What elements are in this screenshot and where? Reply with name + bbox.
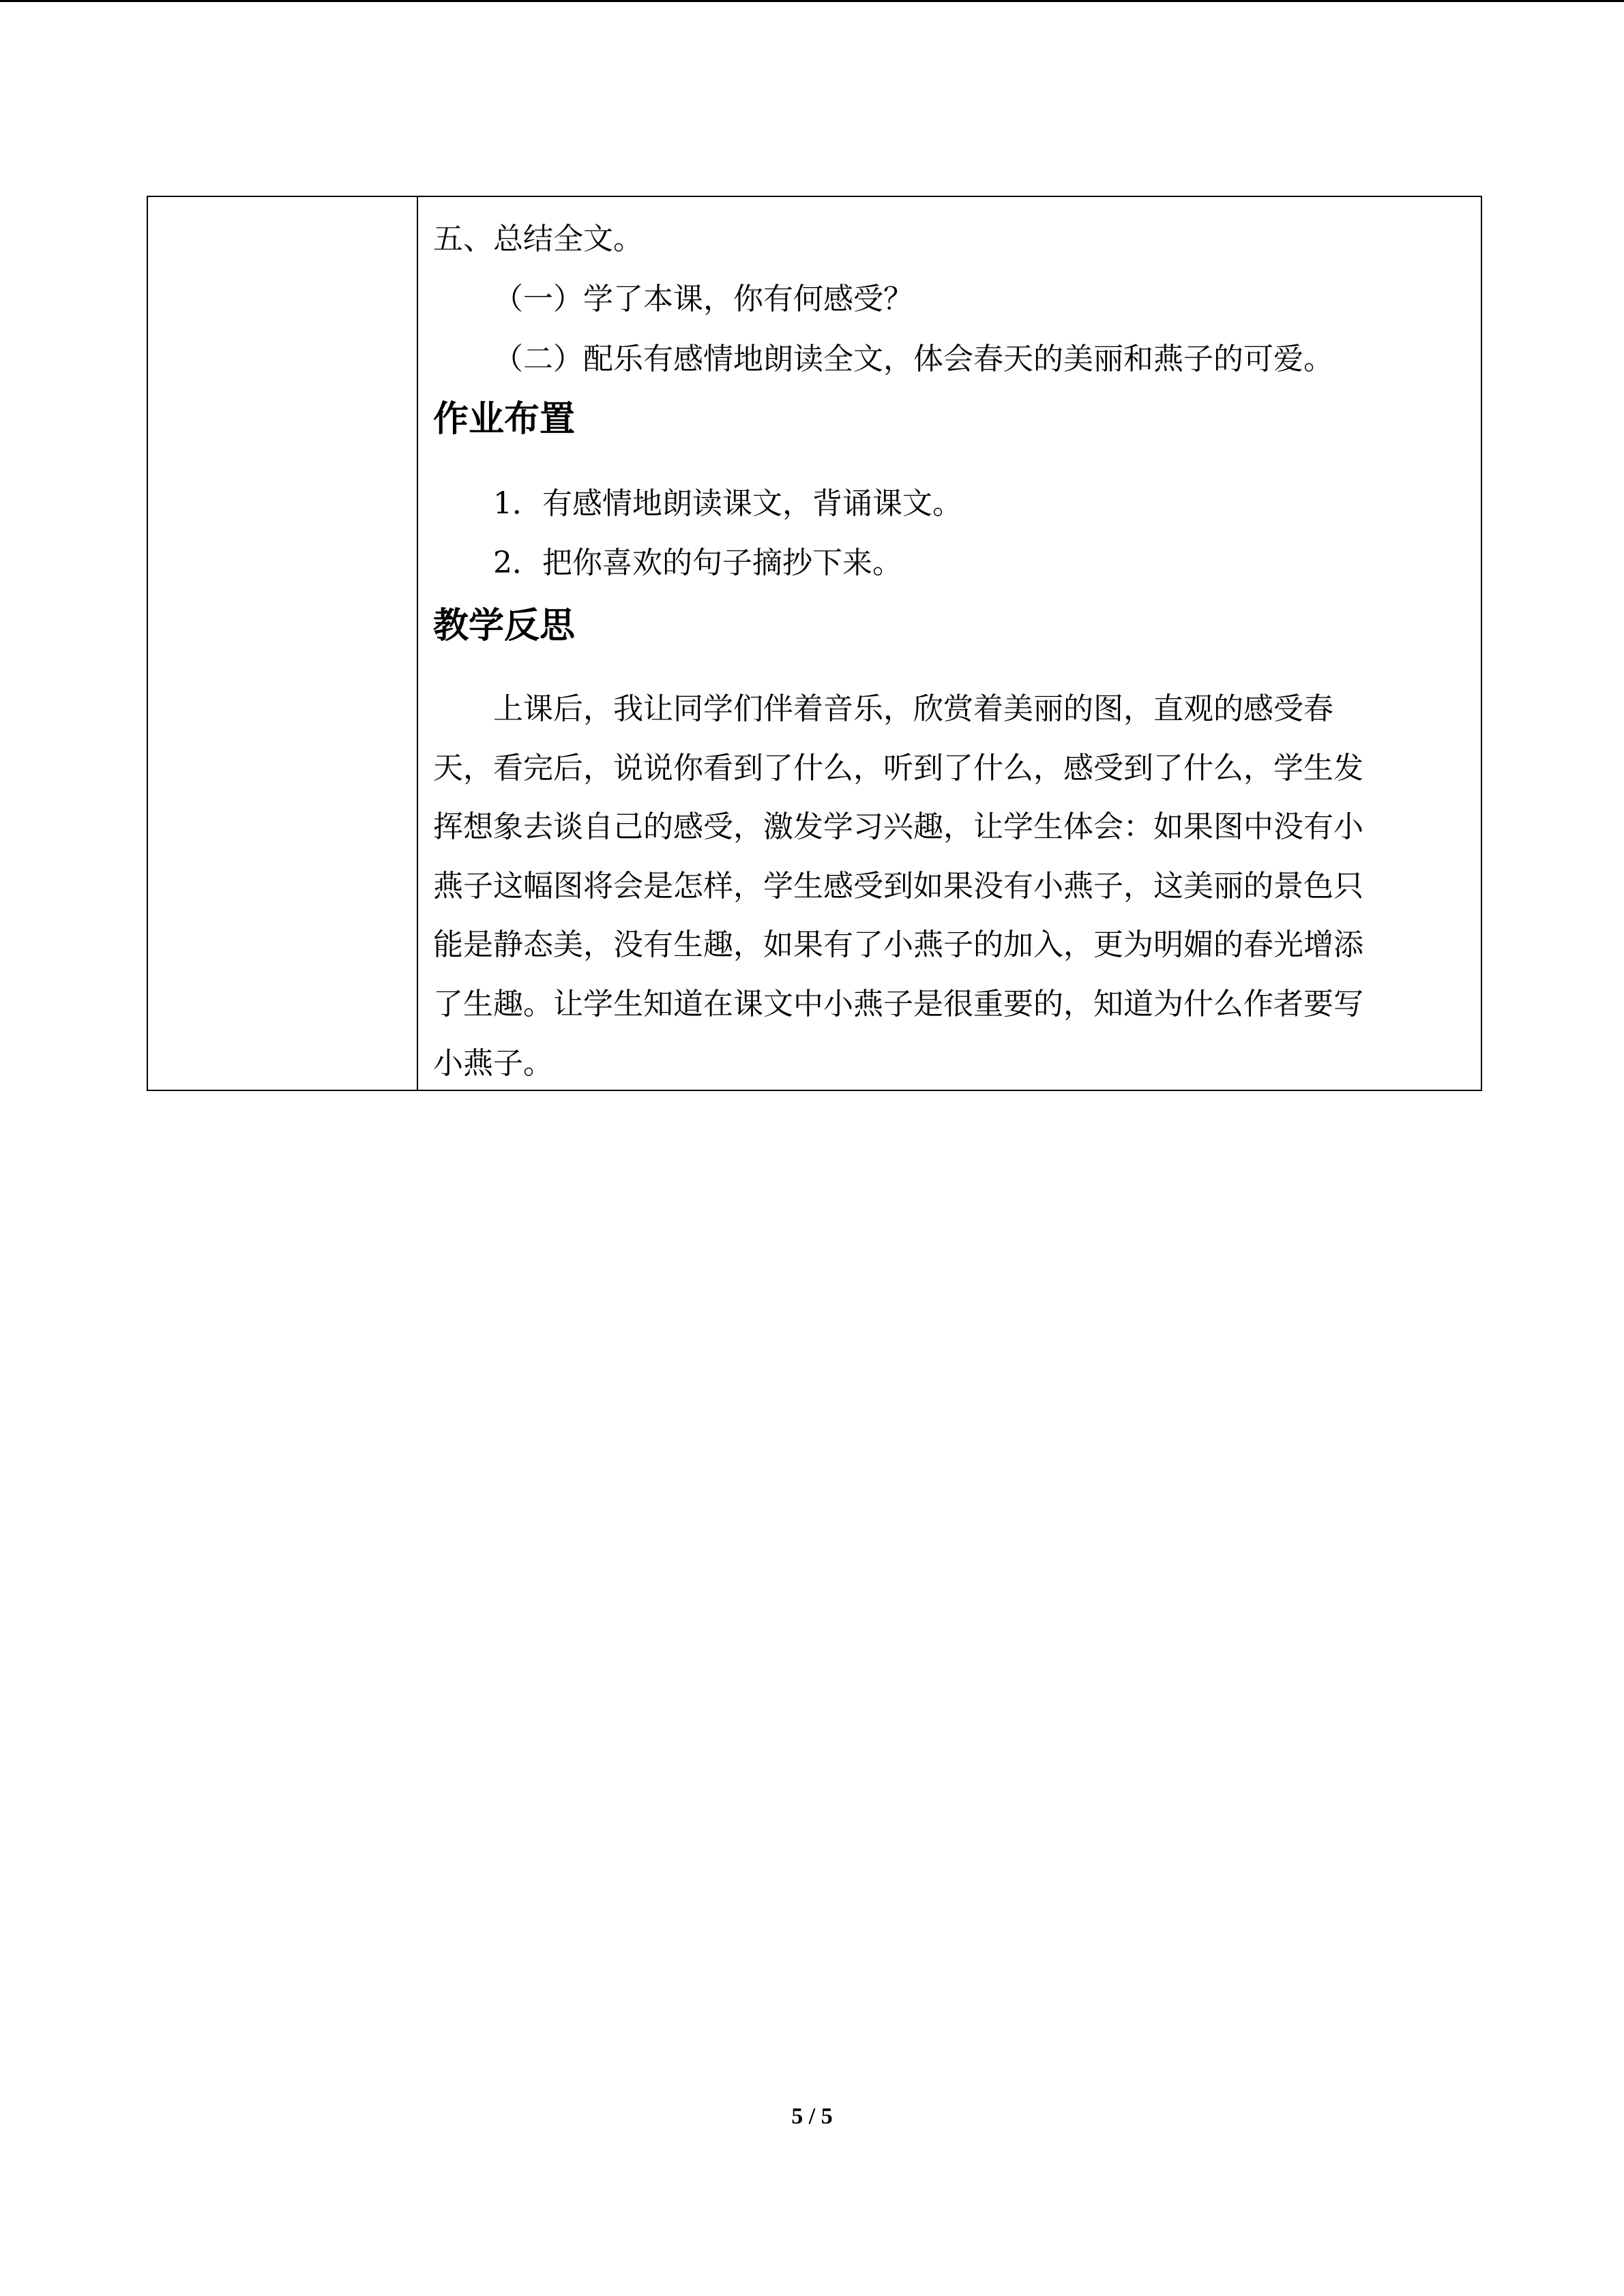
reflection-line-7: 小燕子。 bbox=[433, 1046, 553, 1081]
table-label-cell bbox=[148, 197, 418, 1090]
section-five-heading: 五、总结全文。 bbox=[433, 222, 643, 256]
reflection-line-1: 上课后，我让同学们伴着音乐，欣赏着美丽的图，直观的感受春 bbox=[493, 691, 1333, 726]
reflection-line-2: 天，看完后，说说你看到了什么，听到了什么，感受到了什么，学生发 bbox=[433, 751, 1363, 786]
page-top-border bbox=[0, 0, 1624, 2]
homework-item-2: 2．把你喜欢的句子摘抄下来。 bbox=[493, 546, 902, 580]
homework-item-1: 1．有感情地朗读课文，背诵课文。 bbox=[493, 486, 962, 521]
table-content-cell bbox=[418, 197, 1481, 1090]
lesson-plan-table bbox=[147, 196, 1482, 1091]
reflection-line-6: 了生趣。让学生知道在课文中小燕子是很重要的，知道为什么作者要写 bbox=[433, 987, 1363, 1022]
homework-heading: 作业布置 bbox=[433, 399, 576, 440]
reflection-heading: 教学反思 bbox=[433, 606, 576, 646]
reflection-line-3: 挥想象去谈自己的感受，激发学习兴趣，让学生体会：如果图中没有小 bbox=[433, 809, 1363, 844]
summary-item-2: （二）配乐有感情地朗读全文，体会春天的美丽和燕子的可爱。 bbox=[493, 342, 1333, 376]
summary-item-1: （一）学了本课，你有何感受？ bbox=[493, 282, 913, 316]
reflection-line-4: 燕子这幅图将会是怎样，学生感受到如果没有小燕子，这美丽的景色只 bbox=[433, 869, 1363, 904]
page-number: 5 / 5 bbox=[791, 2104, 833, 2129]
reflection-line-5: 能是静态美，没有生趣，如果有了小燕子的加入，更为明媚的春光增添 bbox=[433, 927, 1363, 962]
